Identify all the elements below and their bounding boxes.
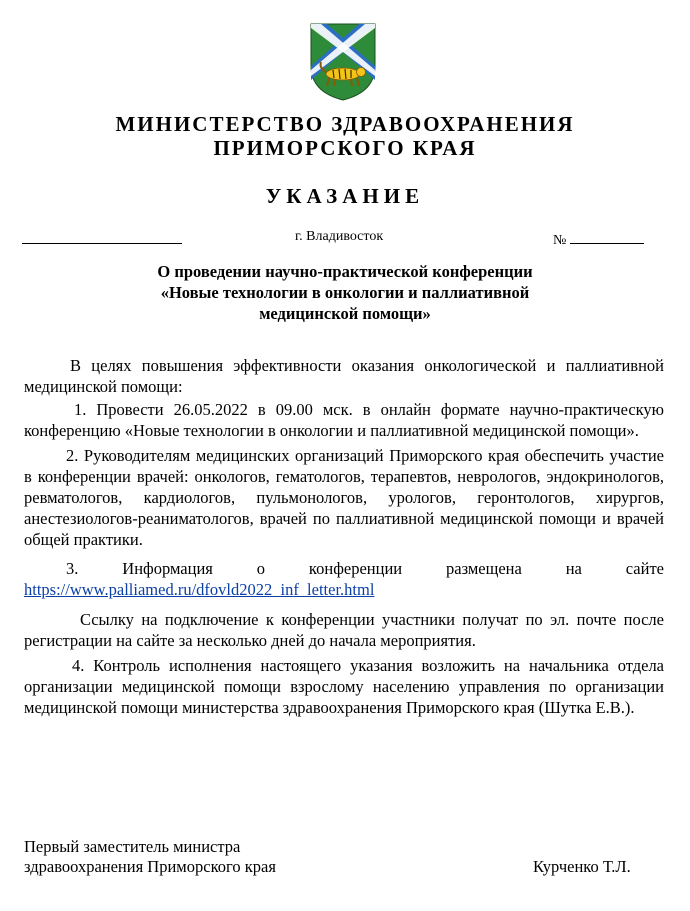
coat-of-arms-emblem <box>309 22 377 102</box>
document-subject <box>60 261 630 324</box>
subject-line1: О проведении научно-практической конференции <box>157 262 533 281</box>
item-1-paragraph: 1. Провести 26.05.2022 в 09.00 мск. в онлайн формате научно-практическую конференцию «Новые технологии в онкологии и паллиативной медицинской помощи». <box>24 400 664 440</box>
document-number-field <box>553 229 644 249</box>
subject-line2: «Новые технологии в онкологии и паллиативной <box>160 283 530 302</box>
signatory-name: Курченко Т.Л. <box>533 857 631 876</box>
subject-line3: медицинской помощи» <box>259 304 431 323</box>
intro-paragraph: В целях повышения эффективности оказания онкологической и паллиативной медицинской помощи: <box>24 356 664 396</box>
number-sign-label: № <box>553 233 567 248</box>
primorsky-crest-icon <box>309 22 377 102</box>
document-type-title: УКАЗАНИЕ <box>265 184 425 208</box>
conference-info-link[interactable]: https://www.palliamed.ru/dfovld2022_inf_letter.html <box>24 580 375 599</box>
city-label: г. Владивосток <box>295 229 384 244</box>
signatory-title <box>24 837 276 877</box>
date-blank-field <box>22 229 182 249</box>
item-3-paragraph: 3. Информация о конференции размещена на сайте <box>66 559 664 578</box>
signatory-title-line2: здравоохранения Приморского края <box>24 857 276 876</box>
connection-link-paragraph: Ссылку на подключение к конференции участники получат по эл. почте после регистрации на сайте за несколько дней до начала мероприятия. <box>24 610 664 650</box>
item-2-paragraph: 2. Руководителям медицинских организаций Приморского края обеспечить участие в конференции врачей: онкологов, гематологов, терапевтов, неврологов, эндокринологов, ревматологов, кардиологов, пульмонологов, урологов, геронтологов, хирургов, анестезиологов-реаниматологов, врачей по паллиативной медицинской помощи и врачей общей практики. <box>24 446 664 549</box>
ministry-name-line1: МИНИСТЕРСТВО ЗДРАВООХРАНЕНИЯ <box>115 112 575 136</box>
ministry-name-line2: ПРИМОРСКОГО КРАЯ <box>213 136 477 160</box>
item-4-paragraph: 4. Контроль исполнения настоящего указания возложить на начальника отдела организации медицинской помощи взрослому населению управления по организации медицинской помощи министерства здравоохранения Приморского края (Шутка Е.В.). <box>24 656 664 717</box>
signatory-title-line1: Первый заместитель министра <box>24 837 241 856</box>
document-body <box>24 355 664 718</box>
